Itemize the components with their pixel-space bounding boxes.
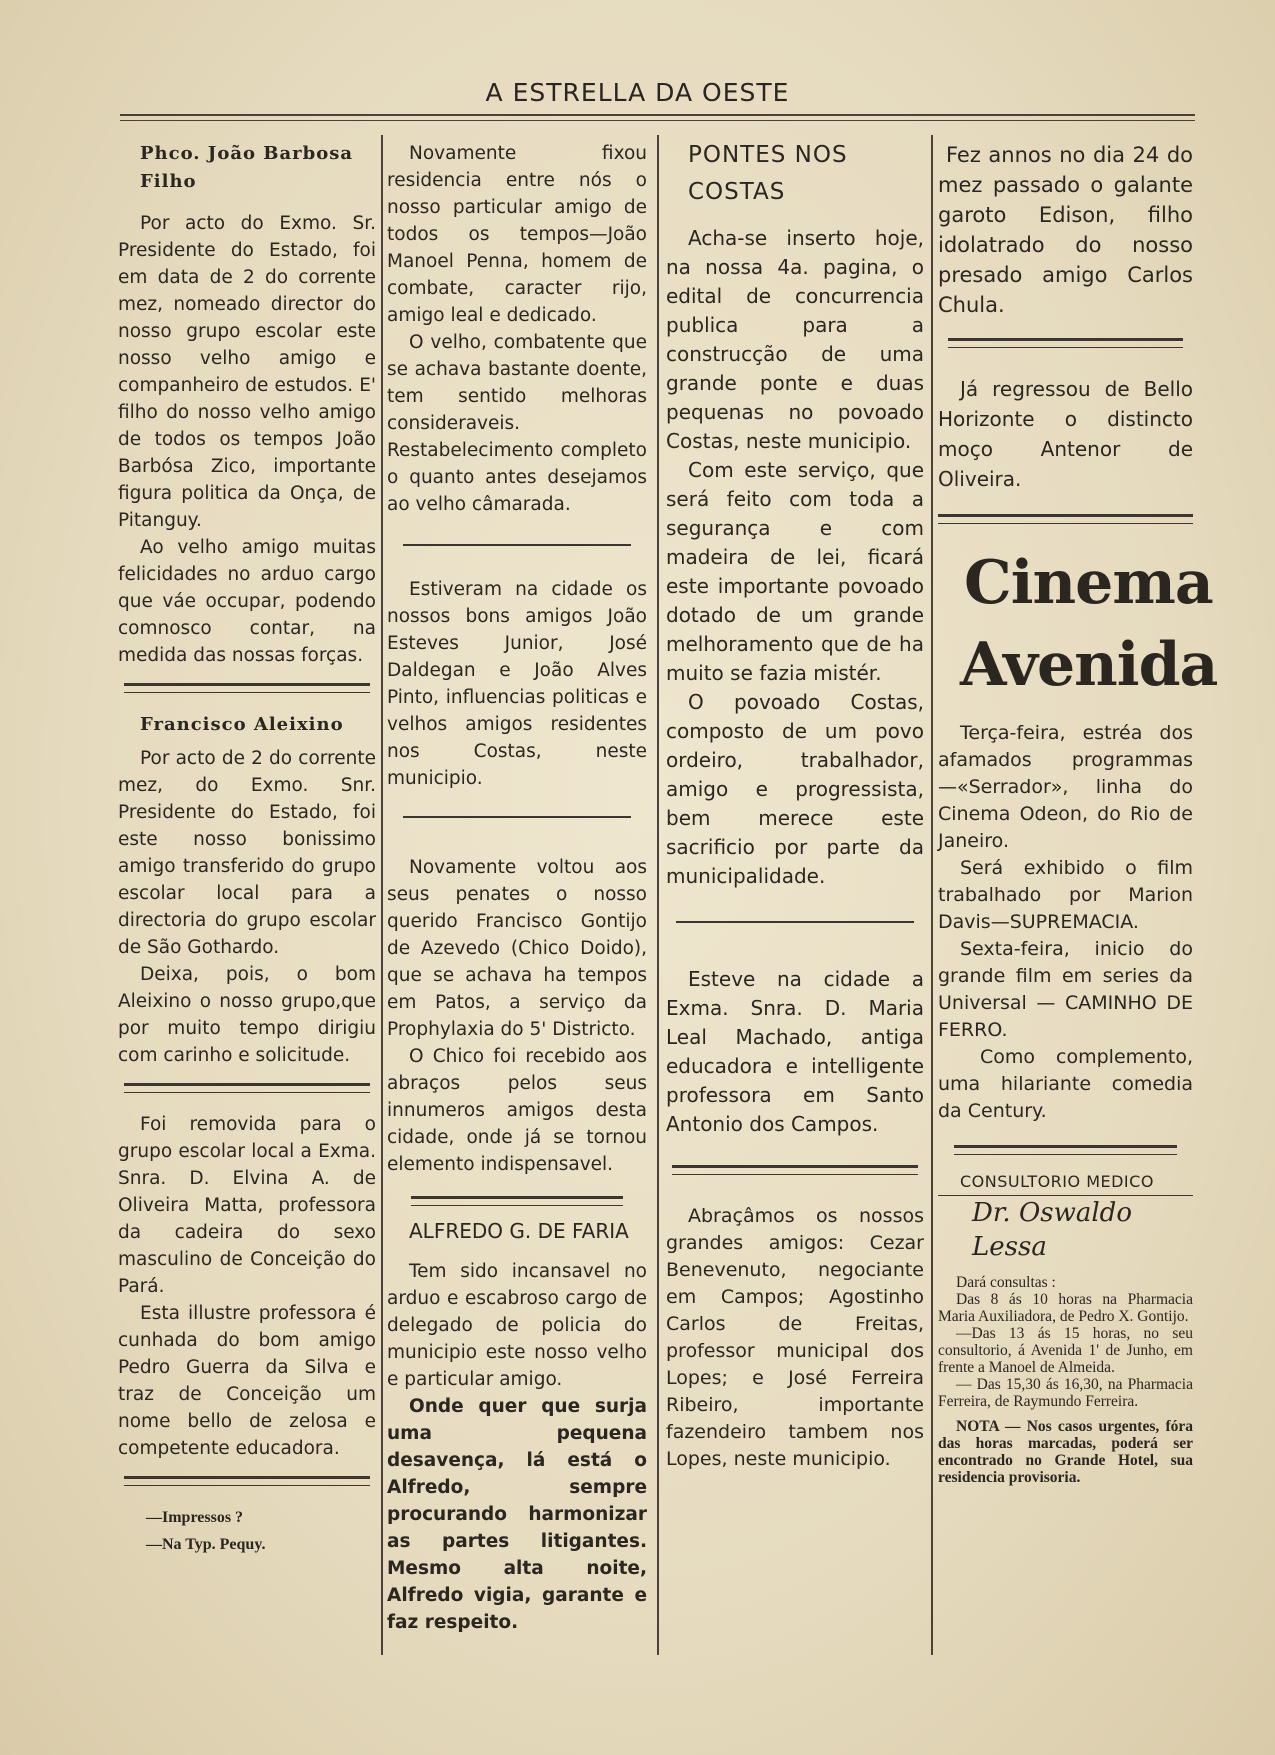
column-1	[118, 140, 376, 1558]
article-paragraph: Foi removida para o grupo escolar local a Exma. Snra. D. Elvina A. de Oliveira Matta, professora da cadeira do sexo masculino de Conceição do Pará.	[118, 1114, 376, 1297]
column-divider	[657, 135, 659, 1655]
section-rule	[124, 683, 370, 693]
section-rule	[403, 816, 631, 818]
consultorio-heading: CONSULTORIO MEDICO	[938, 1169, 1193, 1196]
consult-note: Dará consultas :	[956, 1274, 1056, 1291]
article-heading-line2: Filho	[140, 171, 197, 192]
footer-note: —Impressos ?	[146, 1509, 244, 1526]
article-paragraph: Esteve na cidade a Exma. Snra. D. Maria Leal Machado, antiga educadora e intelligente professora em Santo Antonio dos Campos.	[666, 967, 924, 1136]
article-paragraph: Como complemento, uma hilariante comedia da Century.	[938, 1046, 1193, 1122]
footer-note: —Na Typ. Pequy.	[146, 1536, 266, 1553]
article-paragraph: Terça-feira, estréa dos afamados programmas—«Serrador», linha do Cinema Odeon, do Rio de Janeiro.	[938, 722, 1193, 852]
article-paragraph: Tem sido incansavel no arduo e escabroso cargo de delegado de policia do municipio este nosso velho e particular amigo.	[387, 1261, 647, 1390]
section-rule	[948, 338, 1183, 348]
article-heading: Francisco Aleixino	[140, 714, 344, 735]
section-rule	[124, 1476, 370, 1486]
article-paragraph: Será exhibido o film trabalhado por Marion Davis—SUPREMACIA.	[938, 857, 1193, 933]
article-paragraph: Sexta-feira, inicio do grande film em series da Universal — CAMINHO DE FERRO.	[938, 938, 1193, 1041]
masthead-rule	[120, 114, 1195, 116]
article-paragraph: O Chico foi recebido aos abraços pelos seus innumeros amigos desta cidade, onde já se tornou elemento indispensavel.	[387, 1046, 647, 1175]
section-rule	[403, 544, 631, 546]
masthead-title: A ESTRELLA DA OESTE	[485, 78, 790, 107]
article-paragraph: Com este serviço, que será feito com toda a segurança e com madeira de lei, ficará este importante povoado dotado de um grande melhoramento que de ha muito se fazia mistér.	[666, 458, 924, 685]
section-rule	[672, 1165, 918, 1175]
section-rule	[938, 514, 1193, 524]
section-rule	[124, 1083, 370, 1093]
column-4	[938, 140, 1218, 1486]
cinema-title-line2: Avenida	[960, 630, 1218, 700]
column-2	[387, 140, 647, 1636]
article-paragraph: Novamente voltou aos seus penates o nosso querido Francisco Gontijo de Azevedo (Chico Doido), que se achava ha tempos em Patos, a serviço da Prophylaxia do 5' Districto.	[387, 857, 647, 1040]
article-paragraph: O velho, combatente que se achava bastante doente, tem sentido melhoras consideraveis. Restabelecimento completo o quanto antes desejamos ao velho câmarada.	[387, 332, 647, 515]
consult-note: NOTA — Nos casos urgentes, fóra das horas marcadas, poderá ser encontrado no Grande Hotel, sua residencia provisoria.	[938, 1418, 1193, 1486]
article-heading: ALFREDO G. DE FARIA	[409, 1219, 629, 1243]
section-rule	[676, 921, 914, 923]
doctor-name: Dr. Oswaldo	[972, 1198, 1132, 1228]
masthead-rule-lower	[120, 120, 1195, 121]
column-divider	[931, 135, 933, 1655]
consult-note: Das 8 ás 10 horas na Pharmacia Maria Auxiliadora, de Pedro X. Gontijo.	[938, 1291, 1193, 1325]
article-paragraph: Abraçâmos os nossos grandes amigos: Cezar Benevenuto, negociante em Campos; Agostinho Carlos de Freitas, professor municipal dos Lopes; e José Ferreira Ribeiro, importante fazendeiro tambem nos Lopes, neste municipio.	[666, 1205, 924, 1470]
column-3	[666, 140, 924, 1473]
section-rule	[411, 1196, 623, 1206]
doctor-name-line2: Lessa	[972, 1232, 1047, 1262]
consult-note: —Das 13 ás 15 horas, no seu consultorio, á Avenida 1' de Junho, em frente a Manoel de Almeida.	[938, 1325, 1193, 1376]
article-heading: PONTES NOS	[688, 142, 848, 168]
article-paragraph: Já regressou de Bello Horizonte o distincto moço Antenor de Oliveira.	[938, 377, 1193, 491]
article-paragraph: Deixa, pois, o bom Aleixino o nosso grupo,que por muito tempo dirigiu com carinho e solicitude.	[118, 964, 376, 1066]
article-paragraph: Fez annos no dia 24 do mez passado o galante garoto Edison, filho idolatrado do nosso presado amigo Carlos Chula.	[938, 143, 1193, 317]
article-paragraph: Esta illustre professora é cunhada do bom amigo Pedro Guerra da Silva e traz de Conceição um nome bello de zelosa e competente educadora.	[118, 1303, 376, 1459]
article-paragraph: Onde quer que surja uma pequena desavença, lá está o Alfredo, sempre procurando harmonizar as partes litigantes. Mesmo alta noite, Alfredo vigia, garante e faz respeito.	[387, 1396, 647, 1633]
article-heading: Phco. João Barbosa	[140, 143, 354, 164]
consult-note: — Das 15,30 ás 16,30, na Pharmacia Ferreira, de Raymundo Ferreira.	[938, 1376, 1193, 1410]
article-paragraph: Novamente fixou residencia entre nós o nosso particular amigo de todos os tempos—João Manoel Penna, homem de combate, caracter rijo, amigo leal e dedicado.	[387, 143, 647, 326]
article-paragraph: O povoado Costas, composto de um povo ordeiro, trabalhador, amigo e progressista, bem merece este sacrificio por parte da municipalidade.	[666, 690, 924, 888]
cinema-title: Cinema	[964, 548, 1213, 618]
section-rule	[954, 1145, 1177, 1155]
article-heading-line2: COSTAS	[688, 179, 786, 205]
article-paragraph: Acha-se inserto hoje, na nossa 4a. pagina, o edital de concurrencia publica para a construcção de uma grande ponte e duas pequenas no povoado Costas, neste municipio.	[666, 226, 924, 453]
column-divider	[381, 135, 383, 1655]
article-paragraph: Ao velho amigo muitas felicidades no arduo cargo que váe occupar, podendo comnosco contar, na medida das nossas forças.	[118, 537, 376, 666]
article-paragraph: Estiveram na cidade os nossos bons amigos João Esteves Junior, José Daldegan e João Alves Pinto, influencias politicas e velhos amigos residentes nos Costas, neste municipio.	[387, 579, 647, 789]
article-paragraph: Por acto de 2 do corrente mez, do Exmo. Snr. Presidente do Estado, foi este nosso bonissimo amigo transferido do grupo escolar local para a directoria do grupo escolar de São Gothardo.	[118, 748, 376, 958]
article-paragraph: Por acto do Exmo. Sr. Presidente do Estado, foi em data de 2 do corrente mez, nomeado director do nosso grupo escolar este nosso velho amigo e companheiro de estudos. E' filho do nosso velho amigo de todos os tempos João Barbósa Zico, importante figura politica da Onça, de Pitanguy.	[118, 213, 376, 531]
